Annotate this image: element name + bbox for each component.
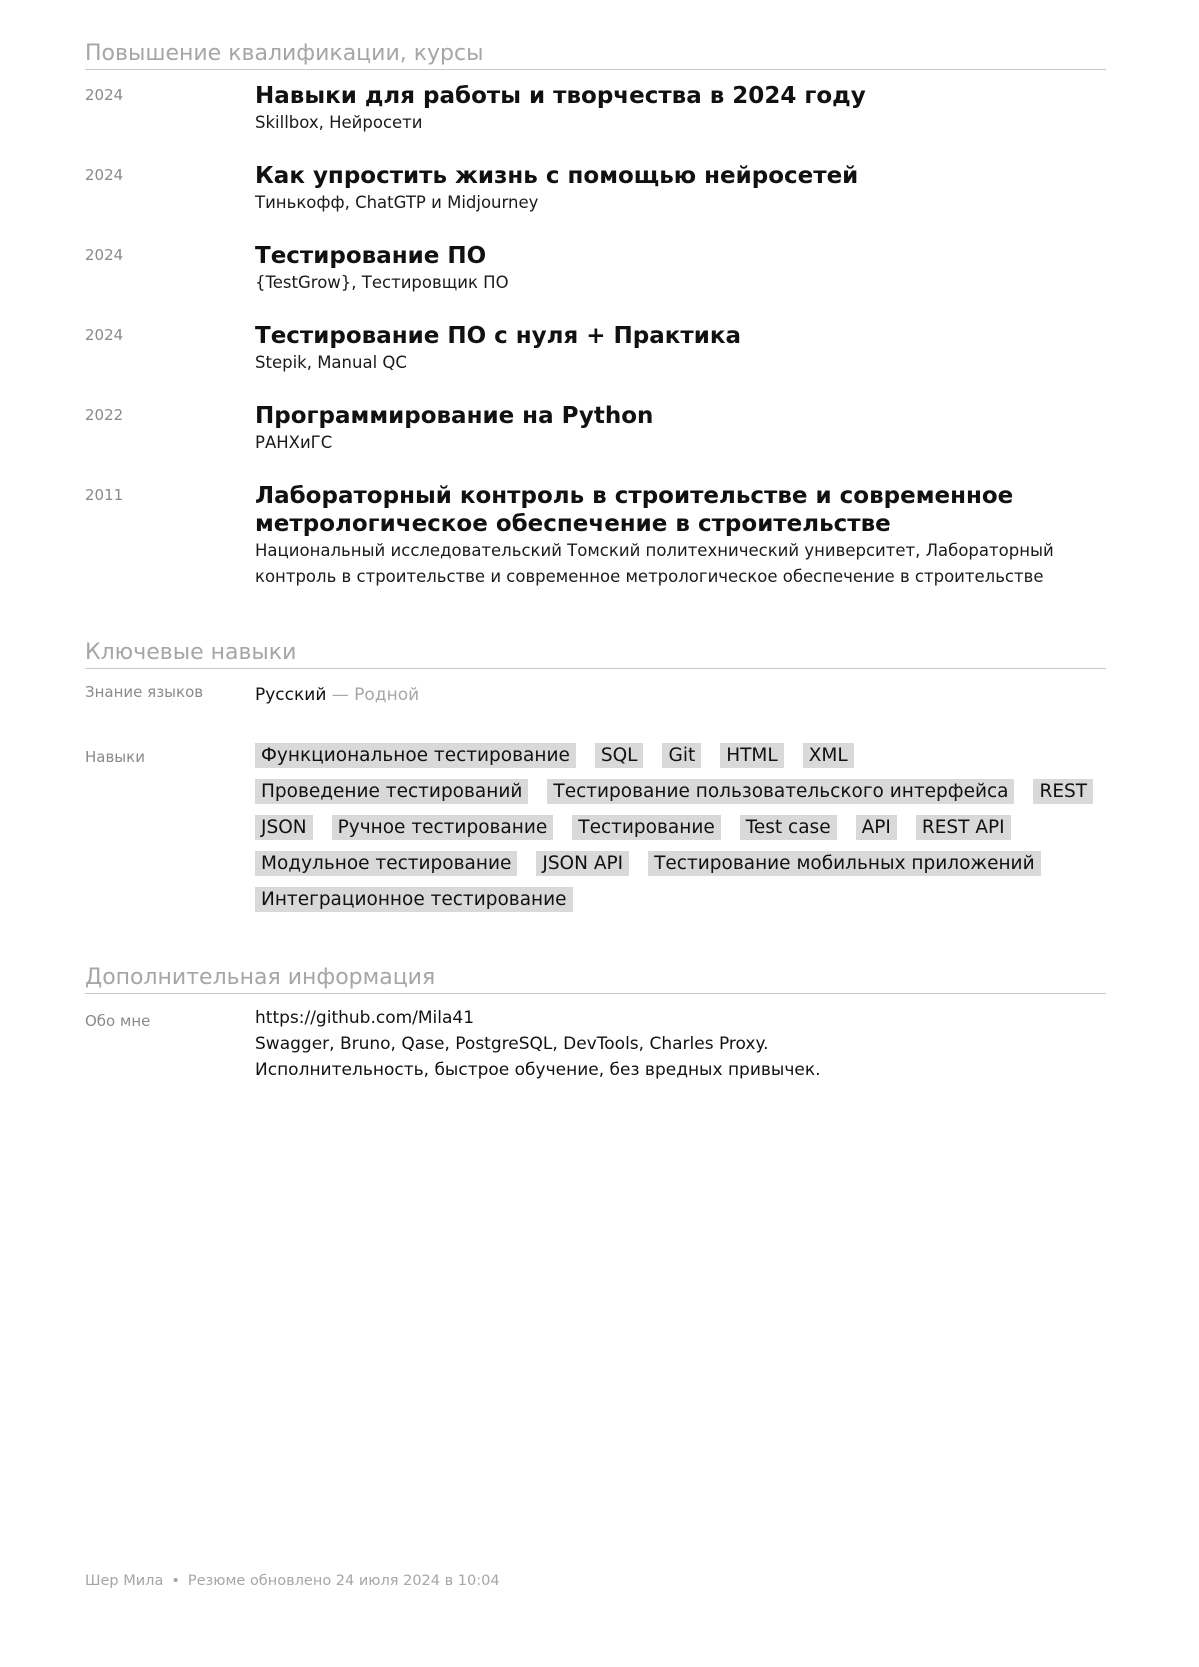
skills-section-header: Ключевые навыки [85,640,1106,669]
footer-name: Шер Мила [85,1573,164,1589]
about-qualities: Исполнительность, быстрое обучение, без вредных привычек. [255,1060,821,1080]
skill-tag: Test case [740,815,837,840]
courses-section-header: Повышение квалификации, курсы [85,41,1106,70]
skill-tag: Тестирование пользовательского интерфейса [547,779,1014,804]
footer [85,1572,500,1590]
skill-tag: Проведение тестирований [255,779,528,804]
github-link[interactable]: https://github.com/Mila41 [255,1008,475,1028]
skill-tag: Интеграционное тестирование [255,887,573,912]
course-provider: Тинькофф, ChatGTP и Midjourney [255,193,539,212]
additional-section-header: Дополнительная информация [85,965,1106,994]
course-title: Тестирование ПО с нуля + Практика [255,323,741,349]
about-tools: Swagger, Bruno, Qase, PostgreSQL, DevTools, Charles Proxy. [255,1034,769,1054]
course-title: Программирование на Python [255,403,654,429]
skill-tag: JSON [255,815,313,840]
skill-tag: Git [662,743,701,768]
skills-list [255,743,1105,912]
skill-tag: JSON API [536,851,629,876]
skill-tag: Ручное тестирование [332,815,554,840]
skill-tag: Функциональное тестирование [255,743,576,768]
skills-label: Навыки [85,748,145,766]
course-title: Тестирование ПО [255,243,487,269]
footer-updated: Резюме обновлено 24 июля 2024 в 10:04 [187,1573,500,1589]
course-provider: Stepik, Manual QC [255,353,407,372]
skill-tag: Модульное тестирование [255,851,517,876]
course-year: 2024 [85,166,124,184]
about-label: Обо мне [85,1012,151,1030]
course-year: 2024 [85,326,124,344]
skill-tag: Тестирование [572,815,720,840]
course-provider: РАНХиГС [255,433,333,452]
course-provider: {TestGrow}, Тестировщик ПО [255,273,509,292]
course-title: Лабораторный контроль в строительстве и современное метрологическое обеспечение в строительстве [255,483,1014,537]
course-title: Навыки для работы и творчества в 2024 году [255,83,866,109]
course-year: 2022 [85,406,124,424]
skill-tag: API [856,815,897,840]
course-year: 2024 [85,246,124,264]
skill-tag: REST API [916,815,1011,840]
course-provider: Национальный исследовательский Томский политехнический университет, Лабораторный контроль в строительстве и современное метрологическое обеспечение в строительстве [255,541,1054,586]
course-year: 2024 [85,86,124,104]
skill-tag: Тестирование мобильных приложений [648,851,1041,876]
skill-tag: REST [1033,779,1093,804]
footer-separator: • [171,1573,180,1589]
skill-tag: XML [803,743,854,768]
skill-tag: SQL [595,743,644,768]
language-entry [255,684,1105,706]
about-text [255,1005,1105,1083]
skill-tag: HTML [720,743,783,768]
language-name: Русский [255,685,327,705]
course-provider: Skillbox, Нейросети [255,113,423,132]
course-year: 2011 [85,486,124,504]
course-title: Как упростить жизнь с помощью нейросетей [255,163,859,189]
language-level: — Родной [331,685,420,705]
languages-label: Знание языков [85,683,204,701]
